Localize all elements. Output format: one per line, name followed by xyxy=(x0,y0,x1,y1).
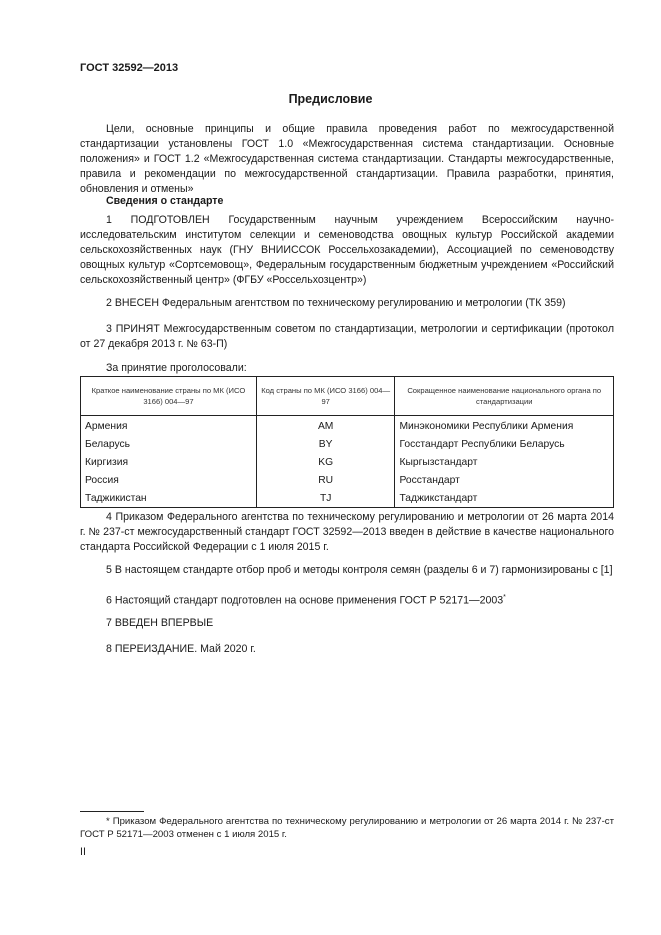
section-heading: Сведения о стандарте xyxy=(106,195,224,207)
item-6-based-on xyxy=(80,590,614,609)
agency-cell: Минэкономики Республики Армения xyxy=(395,416,614,436)
item-6-text: 6 Настоящий стандарт подготовлен на основе применения ГОСТ Р 52171—2003 xyxy=(106,594,504,607)
country-cell: Киргизия xyxy=(81,453,257,471)
footnote-text: * Приказом Федерального агентства по техническому регулированию и метрологии от 26 марта 2014 г. № 237-ст ГОСТ Р 52171—2003 отменен с 1 июля 2015 г. xyxy=(80,816,614,840)
page-number: II xyxy=(80,846,86,858)
item-1-prepared: 1 ПОДГОТОВЛЕН Государственным научным учреждением Всероссийским научно-исследовательским институтом селекции и семеноводства овощных культур Российской академии сельскохозяйственных наук (ГНУ ВНИИССОК Россельхозакадемии), Ассоциацией по семеноводству овощных культур «Сортсемовощ», Федеральным государственным бюджетным учреждением «Российский сельскохозяйственный центр» (ФГБУ «Россельхозцентр») xyxy=(80,214,614,286)
item-8-reissue: 8 ПЕРЕИЗДАНИЕ. Май 2020 г. xyxy=(106,643,256,655)
table-header-row xyxy=(81,377,614,416)
item-3-adopted: 3 ПРИНЯТ Межгосударственным советом по стандартизации, метрологии и сертификации (протокол от 27 декабря 2013 г. № 63-П) xyxy=(80,323,614,350)
voting-table xyxy=(80,376,614,508)
country-cell: Армения xyxy=(81,416,257,436)
agency-cell: Росстандарт xyxy=(395,471,614,489)
table-row xyxy=(81,489,614,508)
code-cell: AM xyxy=(256,416,395,436)
table-row xyxy=(81,435,614,453)
agency-cell: Таджикстандарт xyxy=(395,489,614,508)
code-cell: RU xyxy=(256,471,395,489)
code-cell: KG xyxy=(256,453,395,471)
item-5-harmonized: 5 В настоящем стандарте отбор проб и методы контроля семян (разделы 6 и 7) гармонизированы с [1] xyxy=(106,564,613,576)
column-header-code: Код страны по МК (ИСО 3166) 004—97 xyxy=(256,377,395,416)
item-4-order: 4 Приказом Федерального агентства по техническому регулированию и метрологии от 26 марта 2014 г. № 237-ст межгосударственный стандарт ГОСТ 32592—2013 введен в действие в качестве национального стандарта Российской Федерации с 1 июля 2015 г. xyxy=(80,511,614,553)
page-title: Предисловие xyxy=(288,92,373,106)
country-cell: Россия xyxy=(81,471,257,489)
intro-paragraph: Цели, основные принципы и общие правила проведения работ по межгосударственной стандартизации установлены ГОСТ 1.0 «Межгосударственная система стандартизации. Основные положения» и ГОСТ 1.2 «Межгосударственная система стандартизации. Стандарты межгосударственные, правила и рекомендации по межгосударственной стандартизации. Правила разработки, принятия, обновления и отмены» xyxy=(80,123,614,195)
agency-cell: Кыргызстандарт xyxy=(395,453,614,471)
item-7-first-introduced: 7 ВВЕДЕН ВПЕРВЫЕ xyxy=(106,617,214,629)
table-row xyxy=(81,416,614,436)
country-cell: Таджикистан xyxy=(81,489,257,508)
country-cell: Беларусь xyxy=(81,435,257,453)
table-row xyxy=(81,453,614,471)
item-2-introduced: 2 ВНЕСЕН Федеральным агентством по техническому регулированию и метрологии (ТК 359) xyxy=(106,297,566,309)
footnote-marker: * xyxy=(503,594,506,601)
table-row xyxy=(81,471,614,489)
code-cell: TJ xyxy=(256,489,395,508)
document-code-header: ГОСТ 32592—2013 xyxy=(80,62,179,74)
vote-caption: За принятие проголосовали: xyxy=(106,362,247,374)
footnote-divider xyxy=(80,811,144,812)
agency-cell: Госстандарт Республики Беларусь xyxy=(395,435,614,453)
column-header-body: Сокращенное наименование национального органа по стандартизации xyxy=(395,377,614,416)
code-cell: BY xyxy=(256,435,395,453)
column-header-country: Краткое наименование страны по МК (ИСО 3166) 004—97 xyxy=(81,377,257,416)
